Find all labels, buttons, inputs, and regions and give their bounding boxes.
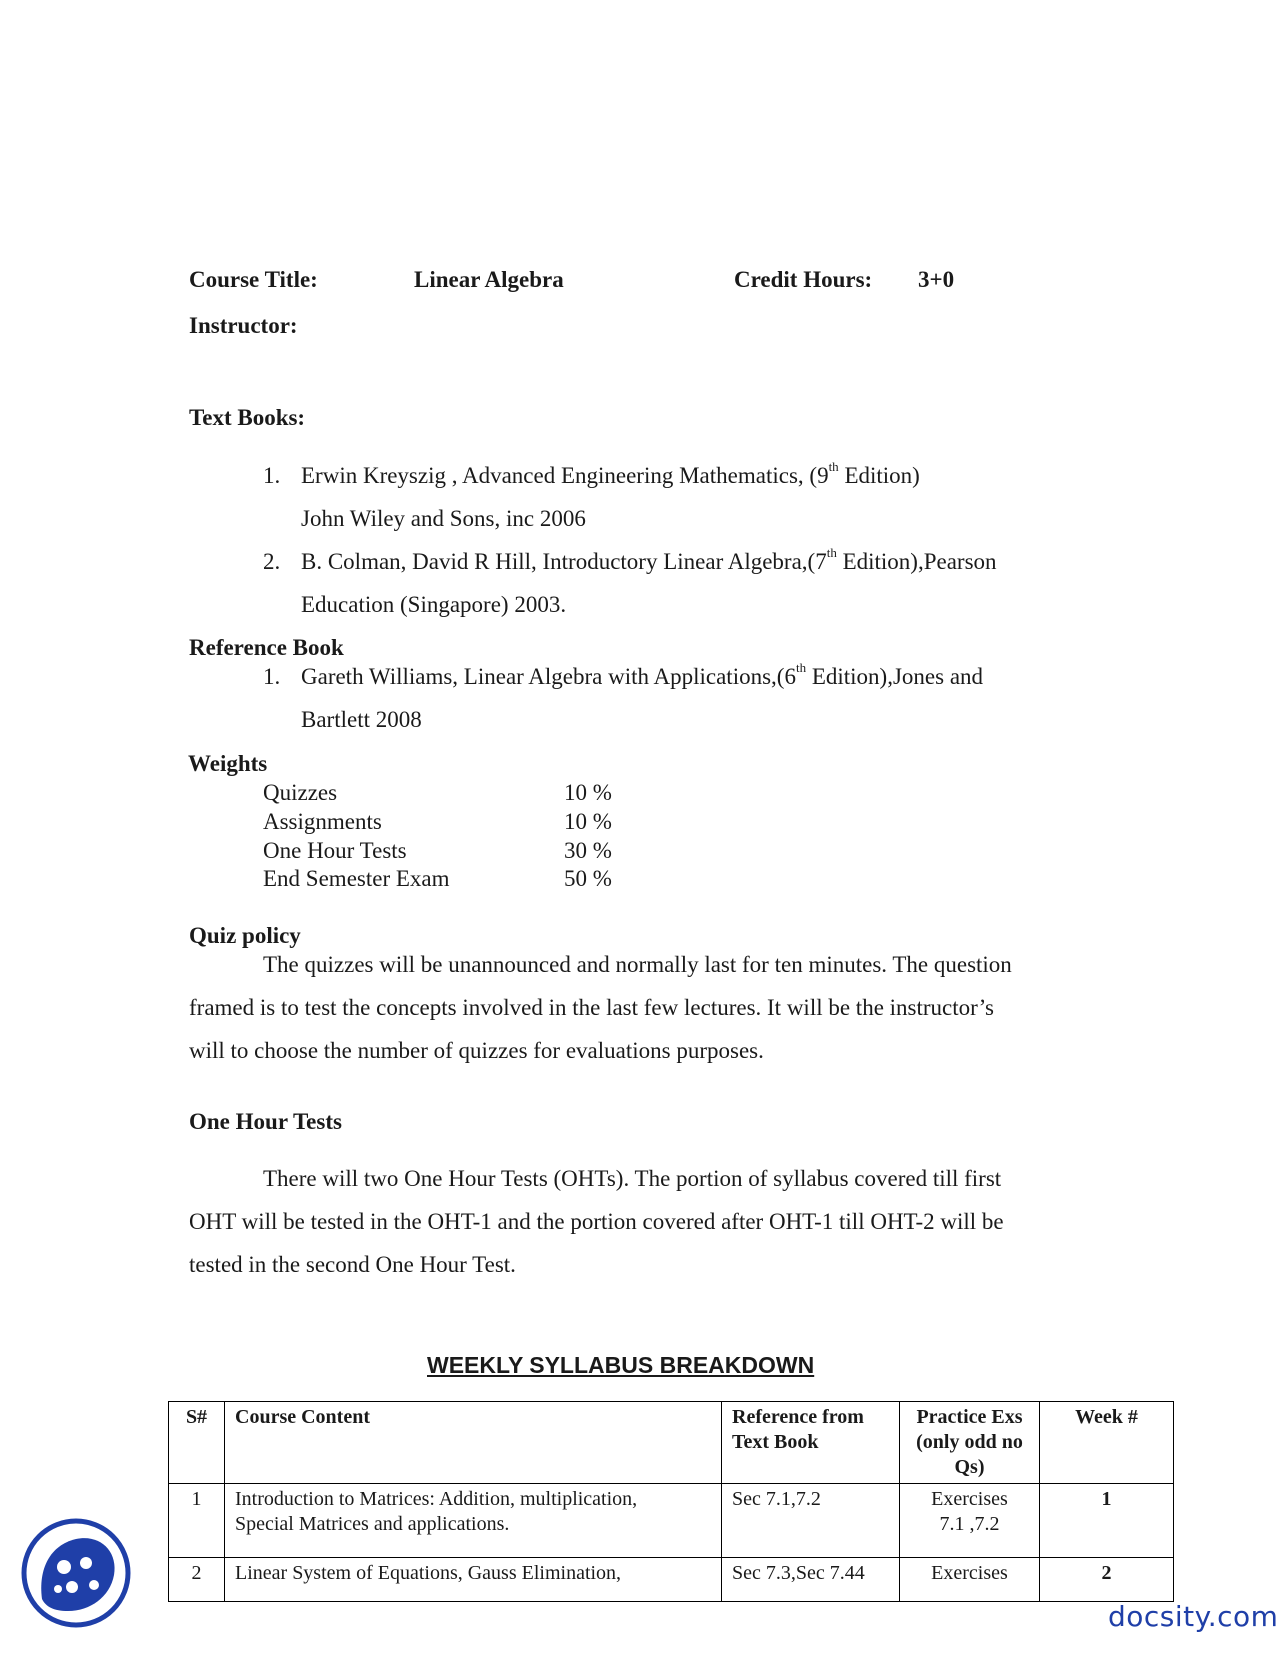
docsity-brand-text[interactable]: docsity.com: [1108, 1600, 1279, 1633]
weight-label-one-hour-tests: One Hour Tests: [263, 838, 407, 863]
course-title-label: Course Title:: [189, 267, 318, 292]
column-header-course-content: Course Content: [225, 1402, 722, 1484]
credit-hours-value: 3+0: [918, 267, 955, 292]
column-header-sn: S#: [169, 1402, 225, 1484]
text-book-1-line1: Erwin Kreyszig , Advanced Engineering Mathematics, (9th Edition): [301, 459, 920, 488]
text-book-1-line2: John Wiley and Sons, inc 2006: [301, 506, 586, 531]
docsity-logo-icon[interactable]: [20, 1517, 132, 1629]
column-header-practice: Practice Exs (only odd no Qs): [900, 1402, 1040, 1484]
weight-label-end-semester: End Semester Exam: [263, 866, 450, 891]
quiz-policy-heading: Quiz policy: [189, 923, 301, 948]
weight-value-quizzes: 10 %: [564, 780, 612, 805]
quiz-policy-line-2: framed is to test the concepts involved in the last few lectures. It will be the instructor’s: [189, 995, 994, 1020]
syllabus-heading: WEEKLY SYLLABUS BREAKDOWN: [427, 1352, 815, 1378]
table-row: [169, 1558, 1174, 1602]
table-header-row: [169, 1402, 1174, 1484]
text-book-2-number: 2.: [263, 549, 281, 574]
cell-reference: Sec 7.1,7.2: [722, 1484, 900, 1558]
column-header-reference: Reference from Text Book: [722, 1402, 900, 1484]
cell-reference: Sec 7.3,Sec 7.44: [722, 1558, 900, 1602]
quiz-policy-line-1: The quizzes will be unannounced and normally last for ten minutes. The question: [263, 952, 1012, 977]
weight-label-assignments: Assignments: [263, 809, 382, 834]
weight-value-end-semester: 50 %: [564, 866, 612, 891]
cell-practice: Exercises: [900, 1558, 1040, 1602]
cell-practice: Exercises 7.1 ,7.2: [900, 1484, 1040, 1558]
syllabus-table: [168, 1401, 1174, 1602]
one-hour-tests-heading: One Hour Tests: [189, 1109, 342, 1134]
quiz-policy-line-3: will to choose the number of quizzes for evaluations purposes.: [189, 1038, 764, 1063]
reference-book-1-number: 1.: [263, 664, 281, 689]
cell-week: 1: [1040, 1484, 1174, 1558]
text-books-heading: Text Books:: [189, 405, 306, 430]
weight-value-one-hour-tests: 30 %: [564, 838, 612, 863]
weight-label-quizzes: Quizzes: [263, 780, 338, 805]
one-hour-tests-line-1: There will two One Hour Tests (OHTs). The portion of syllabus covered till first: [263, 1166, 1002, 1191]
text-book-2-line1: B. Colman, David R Hill, Introductory Linear Algebra,(7th Edition),Pearson: [301, 545, 997, 574]
reference-book-heading: Reference Book: [189, 635, 344, 660]
reference-book-1-line1: Gareth Williams, Linear Algebra with Applications,(6th Edition),Jones and: [301, 660, 984, 689]
cell-course-content: Linear System of Equations, Gauss Elimination,: [225, 1558, 722, 1602]
table-row: [169, 1484, 1174, 1558]
weight-value-assignments: 10 %: [564, 809, 612, 834]
cell-sn: 2: [169, 1558, 225, 1602]
cell-course-content: Introduction to Matrices: Addition, multiplication, Special Matrices and applications.: [225, 1484, 722, 1558]
weights-heading: Weights: [188, 751, 268, 776]
cell-week: 2: [1040, 1558, 1174, 1602]
course-title-value: Linear Algebra: [414, 267, 564, 292]
credit-hours-label: Credit Hours:: [734, 267, 873, 292]
reference-book-1-line2: Bartlett 2008: [301, 707, 422, 732]
cell-sn: 1: [169, 1484, 225, 1558]
one-hour-tests-line-3: tested in the second One Hour Test.: [189, 1252, 516, 1277]
instructor-label: Instructor:: [189, 313, 298, 338]
text-book-2-line2: Education (Singapore) 2003.: [301, 592, 567, 617]
column-header-week: Week #: [1040, 1402, 1174, 1484]
one-hour-tests-line-2: OHT will be tested in the OHT-1 and the portion covered after OHT-1 till OHT-2 will be: [189, 1209, 1004, 1234]
text-book-1-number: 1.: [263, 463, 281, 488]
